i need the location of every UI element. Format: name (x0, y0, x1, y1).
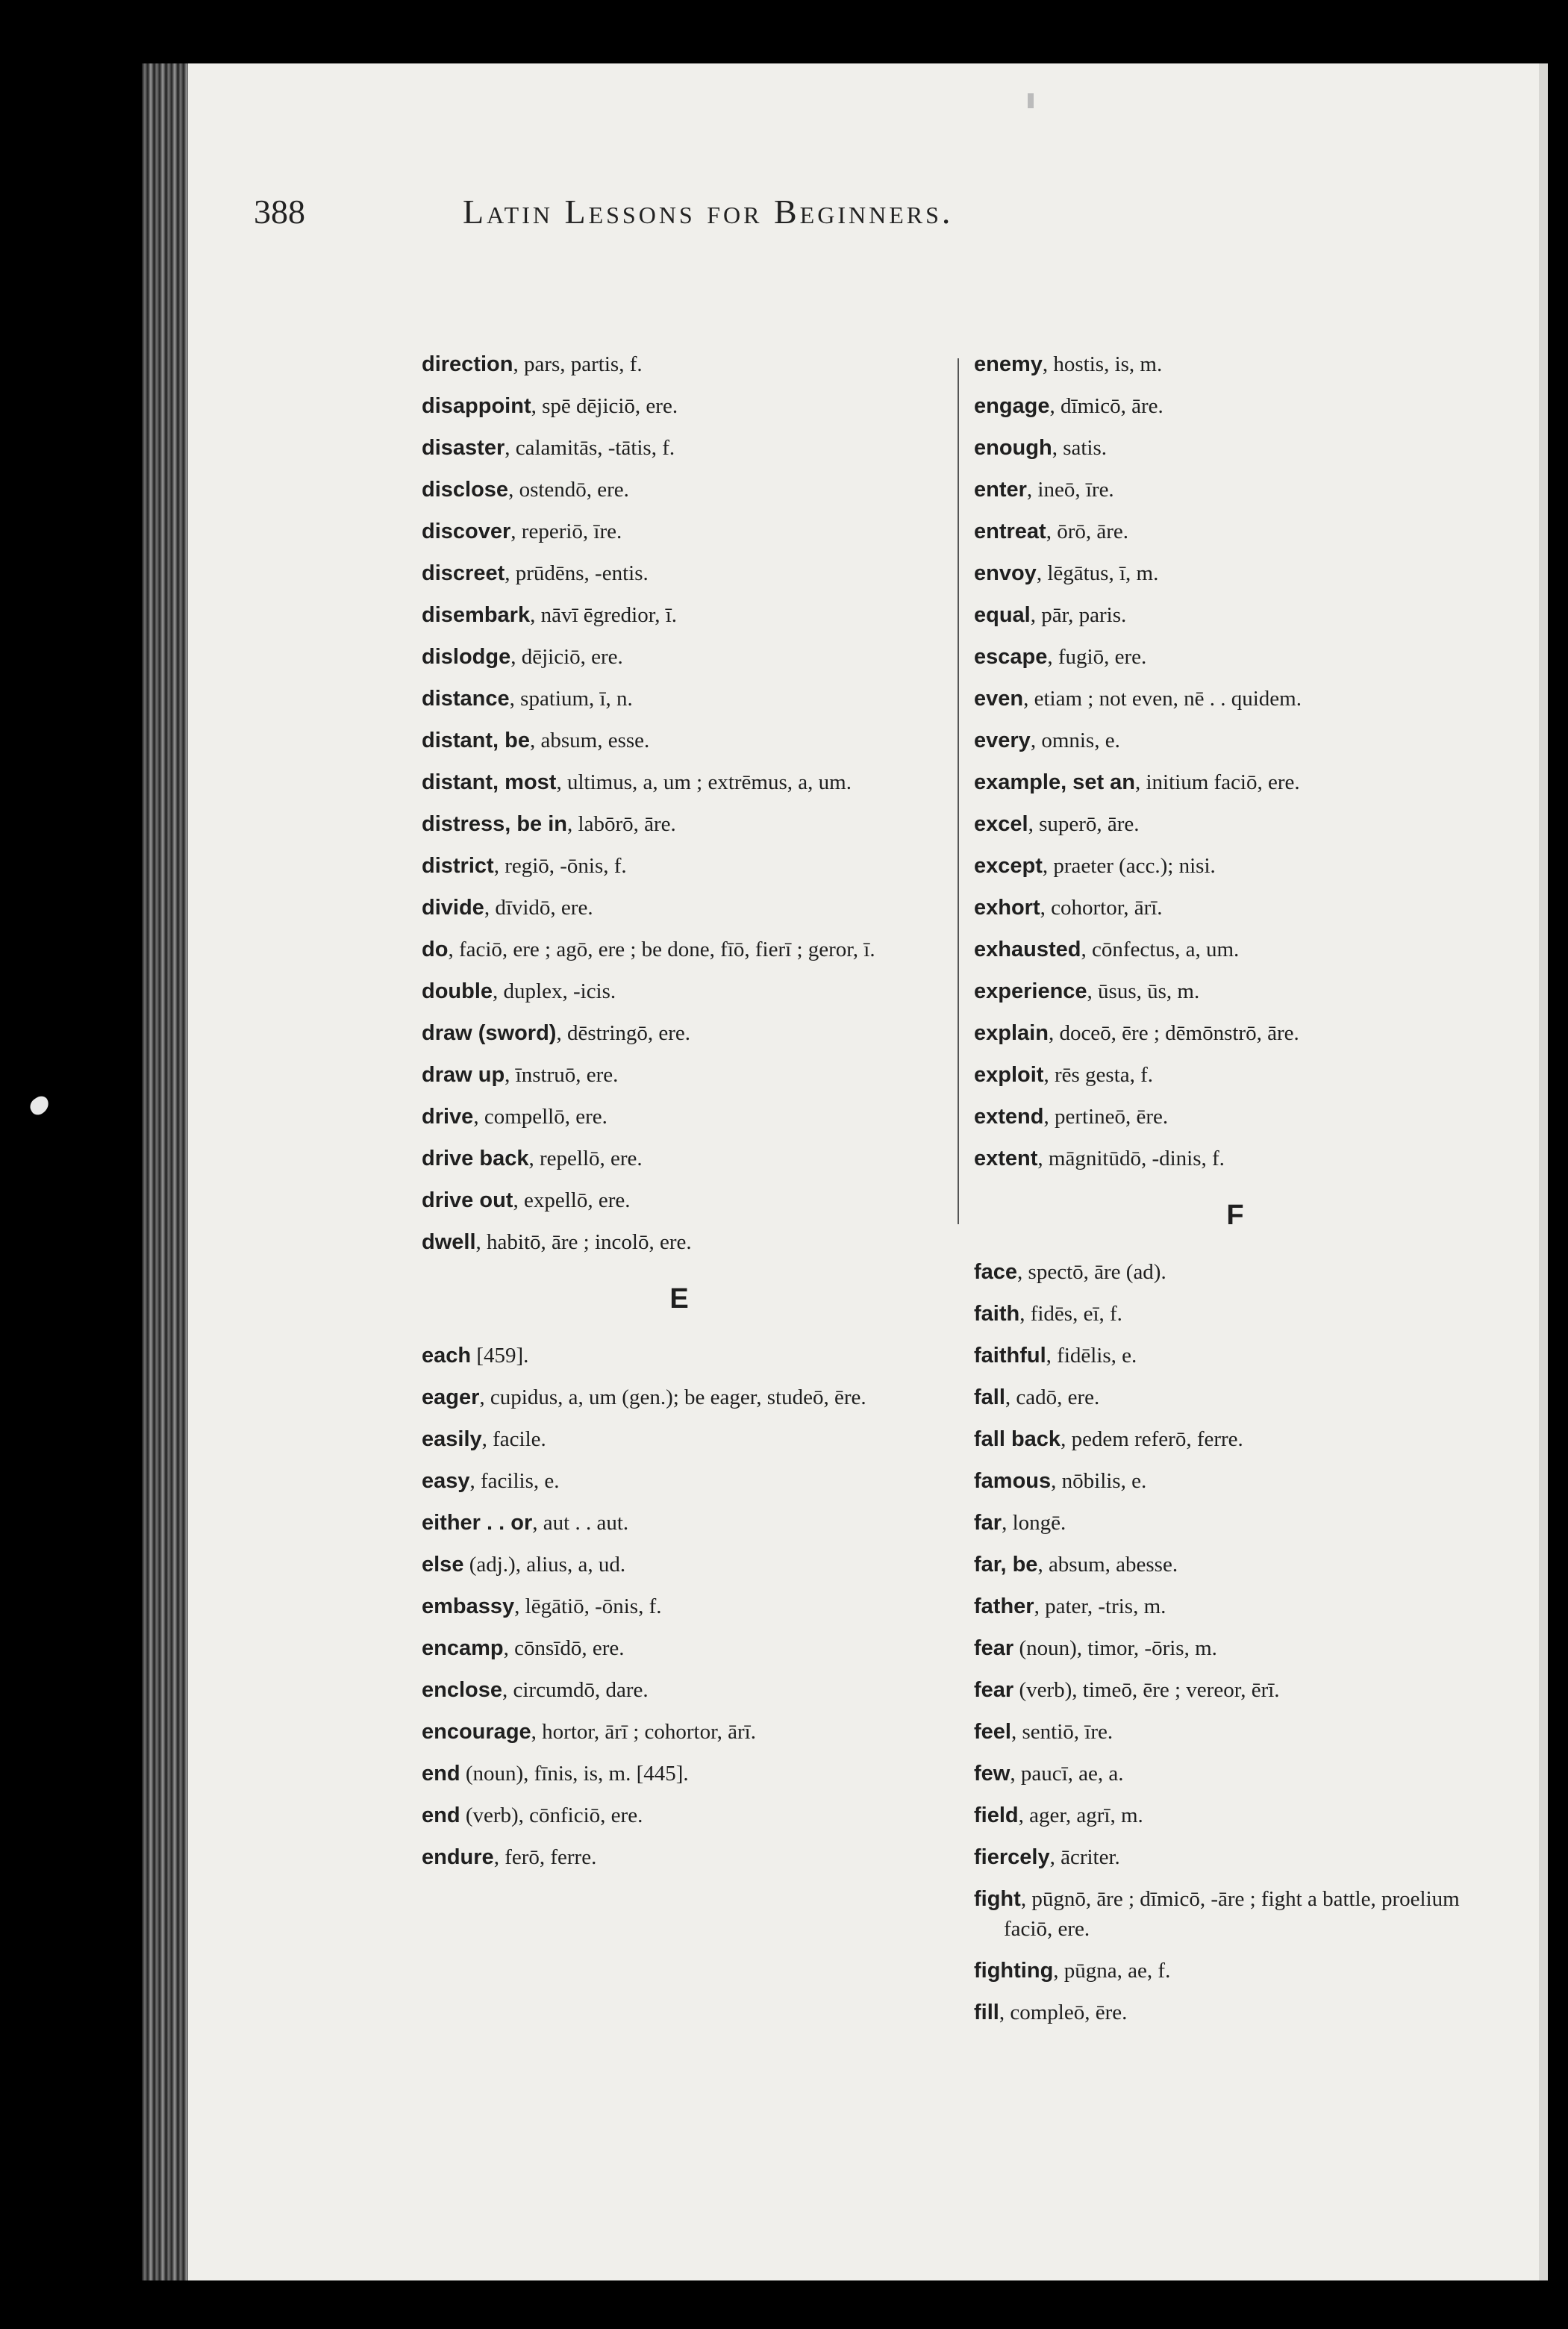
entry-headword: easy (422, 1469, 470, 1493)
dictionary-entry (974, 1293, 1496, 1335)
entry-definition: , nōbilis, e. (1051, 1469, 1147, 1493)
dictionary-entry (974, 636, 1496, 678)
entry-definition: , habitō, āre ; incolō, ere. (475, 1230, 692, 1254)
dictionary-entry (422, 803, 937, 845)
entry-definition: , longē. (1002, 1511, 1066, 1535)
dictionary-entry (974, 1544, 1496, 1586)
dictionary-entry (422, 385, 937, 427)
entry-definition: , reperiō, īre. (510, 520, 622, 543)
dictionary-entry (422, 845, 937, 887)
entry-definition: , aut . . aut. (532, 1511, 629, 1535)
dictionary-entry (422, 1711, 937, 1753)
entry-definition: , facilis, e. (469, 1469, 560, 1493)
entry-headword: drive (422, 1105, 474, 1129)
entry-headword: disappoint (422, 394, 531, 418)
dictionary-entry (974, 1460, 1496, 1502)
entry-headword: embassy (422, 1594, 515, 1618)
dictionary-entry (974, 1884, 1496, 1944)
entry-definition: , nāvī ēgredior, ī. (530, 603, 678, 627)
entry-headword: eager (422, 1385, 480, 1409)
entry-headword: disembark (422, 603, 531, 627)
dictionary-entry (974, 385, 1496, 427)
dictionary-entry (422, 970, 937, 1012)
entry-definition: , ager, agrī, m. (1018, 1803, 1143, 1827)
entry-definition: , duplex, -icis. (493, 979, 616, 1003)
entry-headword: distress, be in (422, 812, 568, 836)
entry-headword: every (974, 729, 1031, 752)
entry-headword: extent (974, 1147, 1038, 1170)
entry-definition: , regiō, -ōnis, f. (493, 854, 627, 878)
entry-definition: , ūsus, ūs, m. (1087, 979, 1200, 1003)
entry-headword: end (422, 1762, 460, 1786)
dictionary-entry (422, 1586, 937, 1627)
entry-headword: easily (422, 1427, 482, 1451)
section-letter: F (1226, 1200, 1244, 1231)
dictionary-entry (422, 1054, 937, 1096)
entry-headword: encamp (422, 1636, 504, 1660)
entry-headword: example, set an (974, 770, 1135, 794)
entry-definition: , praeter (acc.); nisi. (1042, 854, 1216, 878)
entry-headword: each (422, 1344, 472, 1368)
entry-definition: , repellō, ere. (528, 1147, 643, 1170)
entry-headword: direction (422, 352, 513, 376)
dictionary-entry (974, 1992, 1496, 2033)
entry-definition: , initium faciō, ere. (1135, 770, 1300, 794)
entry-headword: feel (974, 1720, 1011, 1744)
dictionary-entry (974, 1376, 1496, 1418)
entry-headword: exhort (974, 896, 1040, 920)
entry-definition: , pars, partis, f. (513, 352, 643, 376)
entry-definition: , dīvidō, ere. (484, 896, 593, 920)
entry-definition: , prūdēns, -entis. (505, 561, 649, 585)
dictionary-entry (422, 1096, 937, 1138)
dictionary-entry (422, 1836, 937, 1878)
dust-speck (1028, 93, 1034, 108)
entry-headword: far, be (974, 1553, 1038, 1577)
dictionary-entry (422, 887, 937, 929)
entry-headword: draw up (422, 1063, 505, 1087)
entry-definition: , ultimus, a, um ; extrēmus, a, um. (556, 770, 852, 794)
entry-headword: faith (974, 1302, 1020, 1326)
entry-headword: entreat (974, 520, 1046, 543)
dictionary-entry (422, 469, 937, 511)
entry-definition: , faciō, ere ; agō, ere ; be done, fīō, fierī ; geror, ī. (448, 938, 875, 961)
entry-headword: fight (974, 1887, 1021, 1911)
entry-definition: , īnstruō, ere. (505, 1063, 619, 1087)
dictionary-entry (974, 1795, 1496, 1836)
entry-definition: , pedem referō, ferre. (1061, 1427, 1243, 1451)
entry-headword: draw (sword) (422, 1021, 557, 1045)
dictionary-entry (974, 1711, 1496, 1753)
entry-definition: , lēgātus, ī, m. (1036, 561, 1159, 585)
dictionary-entry (974, 552, 1496, 594)
entry-headword: extend (974, 1105, 1044, 1129)
entry-definition: , labōrō, āre. (567, 812, 676, 836)
entry-definition: , hostis, is, m. (1042, 352, 1163, 376)
entry-headword: far (974, 1511, 1002, 1535)
entry-headword: fall back (974, 1427, 1061, 1451)
dictionary-entry (974, 1950, 1496, 1992)
entry-headword: discover (422, 520, 511, 543)
dictionary-entry (974, 1335, 1496, 1376)
dictionary-entry (422, 767, 937, 797)
entry-headword: enter (974, 478, 1027, 502)
entry-definition: (noun), timor, -ōris, m. (1013, 1636, 1217, 1660)
page-header (254, 192, 1314, 259)
dictionary-entry (974, 929, 1496, 970)
entry-headword: fall (974, 1385, 1005, 1409)
entry-definition: , dīmicō, āre. (1049, 394, 1163, 418)
entry-definition: , fugiō, ere. (1047, 645, 1147, 669)
dictionary-entry (422, 552, 937, 594)
entry-headword: distant, be (422, 729, 531, 752)
entry-headword: father (974, 1594, 1034, 1618)
entry-headword: divide (422, 896, 484, 920)
entry-definition: , calamitās, -tātis, f. (505, 436, 675, 460)
entry-definition: , absum, esse. (530, 729, 650, 752)
entry-headword: enclose (422, 1678, 502, 1702)
entry-headword: fiercely (974, 1845, 1050, 1869)
entry-definition: , rēs gesta, f. (1043, 1063, 1154, 1087)
entry-headword: encourage (422, 1720, 531, 1744)
dictionary-entry (974, 970, 1496, 1012)
dictionary-entry (974, 720, 1496, 761)
dictionary-entry (422, 1418, 937, 1460)
entry-headword: distant, most (422, 770, 557, 794)
entry-definition: (adj.), alius, a, ud. (463, 1553, 626, 1577)
dictionary-entry (422, 1382, 937, 1412)
entry-headword: exhausted (974, 938, 1081, 961)
dictionary-entry (422, 1460, 937, 1502)
entry-headword: excel (974, 812, 1028, 836)
entry-headword: dislodge (422, 645, 511, 669)
entry-headword: face (974, 1260, 1018, 1284)
entry-definition: , ācriter. (1049, 1845, 1120, 1869)
dictionary-entry (422, 1544, 937, 1586)
entry-definition: , pater, -tris, m. (1034, 1594, 1166, 1618)
entry-definition: , spectō, āre (ad). (1017, 1260, 1166, 1284)
dictionary-entry (422, 1012, 937, 1054)
dictionary-entry (974, 761, 1496, 803)
dictionary-entry (422, 1669, 937, 1711)
entry-headword: even (974, 687, 1024, 711)
dictionary-entry (974, 887, 1496, 929)
entry-definition: , pār, paris. (1030, 603, 1127, 627)
entry-definition: [459]. (471, 1344, 529, 1368)
entry-definition: , hortor, ārī ; cohortor, ārī. (531, 1720, 756, 1744)
entry-definition: , expellō, ere. (513, 1188, 631, 1212)
entry-definition: , facile. (481, 1427, 546, 1451)
dictionary-entry (974, 1502, 1496, 1544)
entry-definition: , cupidus, a, um (gen.); be eager, studeō, ēre. (479, 1385, 866, 1409)
entry-definition: , pūgnō, āre ; dīmicō, -āre ; fight a battle, proelium faciō, ere. (1004, 1887, 1460, 1941)
entry-definition: (verb), cōnficiō, ere. (460, 1803, 643, 1827)
entry-headword: famous (974, 1469, 1052, 1493)
entry-headword: dwell (422, 1230, 476, 1254)
entry-definition: , ōrō, āre. (1046, 520, 1129, 543)
dictionary-entry (974, 1669, 1496, 1711)
dictionary-entry (974, 1627, 1496, 1669)
entry-headword: else (422, 1553, 464, 1577)
column-divider (958, 358, 959, 1224)
entry-definition: , cōnfectus, a, um. (1081, 938, 1240, 961)
entry-headword: do (422, 938, 449, 961)
entry-headword: disaster (422, 436, 505, 460)
dictionary-entry (422, 636, 937, 678)
dictionary-entry (974, 1251, 1496, 1293)
dictionary-entry (422, 1502, 937, 1544)
dictionary-entry (422, 678, 937, 720)
entry-headword: drive out (422, 1188, 513, 1212)
entry-headword: either . . or (422, 1511, 533, 1535)
entry-definition: , dējiciō, ere. (510, 645, 623, 669)
entry-headword: double (422, 979, 493, 1003)
entry-headword: escape (974, 645, 1048, 669)
entry-definition: , circumdō, dare. (502, 1678, 649, 1702)
entry-headword: fill (974, 2001, 999, 2024)
entry-headword: disclose (422, 478, 509, 502)
scan-artifact (27, 1094, 52, 1117)
dictionary-entry (422, 511, 937, 552)
dictionary-entry (974, 1138, 1496, 1179)
dictionary-entry (974, 1418, 1496, 1460)
left-column (422, 343, 937, 1878)
dictionary-entry (422, 427, 937, 469)
dictionary-entry (974, 845, 1496, 887)
entry-definition: , fidēlis, e. (1046, 1344, 1137, 1368)
dictionary-entry (422, 720, 937, 761)
entry-definition: , superō, āre. (1028, 812, 1140, 836)
dictionary-entry (422, 1627, 937, 1669)
dictionary-entry (422, 1795, 937, 1836)
entry-headword: exploit (974, 1063, 1044, 1087)
entry-definition: , pertineō, ēre. (1043, 1105, 1169, 1129)
dictionary-entry (974, 1096, 1496, 1138)
entry-headword: explain (974, 1021, 1049, 1045)
dictionary-entry (422, 1753, 937, 1795)
entry-definition: , lēgātiō, -ōnis, f. (514, 1594, 662, 1618)
dictionary-entry (422, 1179, 937, 1221)
entry-headword: district (422, 854, 494, 878)
entry-headword: fear (974, 1636, 1014, 1660)
page-number: 388 (254, 193, 305, 231)
entry-headword: few (974, 1762, 1011, 1786)
entry-definition: , compleō, ēre. (999, 2001, 1128, 2024)
dictionary-entry (974, 1012, 1496, 1054)
dictionary-entry (974, 803, 1496, 845)
entry-definition: (verb), timeō, ēre ; vereor, ērī. (1013, 1678, 1280, 1702)
dictionary-entry (974, 678, 1496, 720)
dictionary-entry (974, 1586, 1496, 1627)
entry-headword: drive back (422, 1147, 529, 1170)
dictionary-entry (974, 594, 1496, 636)
entry-headword: fear (974, 1678, 1014, 1702)
entry-headword: enemy (974, 352, 1043, 376)
entry-headword: enough (974, 436, 1052, 460)
dictionary-entry (422, 935, 937, 964)
entry-definition: , satis. (1052, 436, 1108, 460)
dictionary-entry (422, 1138, 937, 1179)
dictionary-entry (422, 594, 937, 636)
entry-definition: , fidēs, eī, f. (1019, 1302, 1122, 1326)
dictionary-entry (974, 469, 1496, 511)
entry-headword: discreet (422, 561, 505, 585)
dictionary-entry (422, 343, 937, 385)
entry-definition: , spatium, ī, n. (509, 687, 633, 711)
page-edge (1539, 63, 1548, 2280)
entry-headword: experience (974, 979, 1087, 1003)
entry-headword: engage (974, 394, 1050, 418)
entry-definition: , omnis, e. (1030, 729, 1120, 752)
entry-definition: , pūgna, ae, f. (1053, 1959, 1171, 1983)
dictionary-entry (422, 1221, 937, 1263)
entry-headword: except (974, 854, 1043, 878)
entry-headword: equal (974, 603, 1031, 627)
entry-definition: , cadō, ere. (1005, 1385, 1100, 1409)
entry-definition: , spē dējiciō, ere. (531, 394, 678, 418)
entry-headword: faithful (974, 1344, 1046, 1368)
dictionary-entry (974, 343, 1496, 385)
running-title: Latin Lessons for Beginners. (463, 193, 954, 231)
entry-definition: , absum, abesse. (1037, 1553, 1178, 1577)
entry-definition: , ineō, īre. (1026, 478, 1114, 502)
dictionary-entry (974, 1836, 1496, 1878)
dictionary-entry (974, 1753, 1496, 1795)
dictionary-entry (974, 1054, 1496, 1096)
entry-definition: , sentiō, īre. (1011, 1720, 1113, 1744)
entry-definition: , māgnitūdō, -dinis, f. (1037, 1147, 1225, 1170)
book-spine (142, 63, 194, 2280)
entry-definition: , paucī, ae, a. (1010, 1762, 1124, 1786)
entry-definition: , cohortor, ārī. (1040, 896, 1163, 920)
right-column (974, 343, 1496, 2033)
entry-definition: , dēstringō, ere. (556, 1021, 691, 1045)
entry-definition: , ostendō, ere. (508, 478, 629, 502)
entry-definition: (noun), fīnis, is, m. [445]. (460, 1762, 689, 1786)
dictionary-entry (974, 427, 1496, 469)
entry-headword: end (422, 1803, 460, 1827)
dictionary-entry (422, 1335, 937, 1376)
entry-headword: fighting (974, 1959, 1054, 1983)
entry-definition: , etiam ; not even, nē . . quidem. (1023, 687, 1302, 711)
section-letter: E (669, 1283, 689, 1315)
entry-definition: , cōnsīdō, ere. (503, 1636, 625, 1660)
dictionary-entry (974, 511, 1496, 552)
entry-definition: , doceō, ēre ; dēmōnstrō, āre. (1048, 1021, 1299, 1045)
entry-definition: , ferō, ferre. (493, 1845, 597, 1869)
entry-definition: , compellō, ere. (473, 1105, 607, 1129)
entry-headword: envoy (974, 561, 1037, 585)
entry-headword: distance (422, 687, 510, 711)
entry-headword: endure (422, 1845, 494, 1869)
entry-headword: field (974, 1803, 1019, 1827)
